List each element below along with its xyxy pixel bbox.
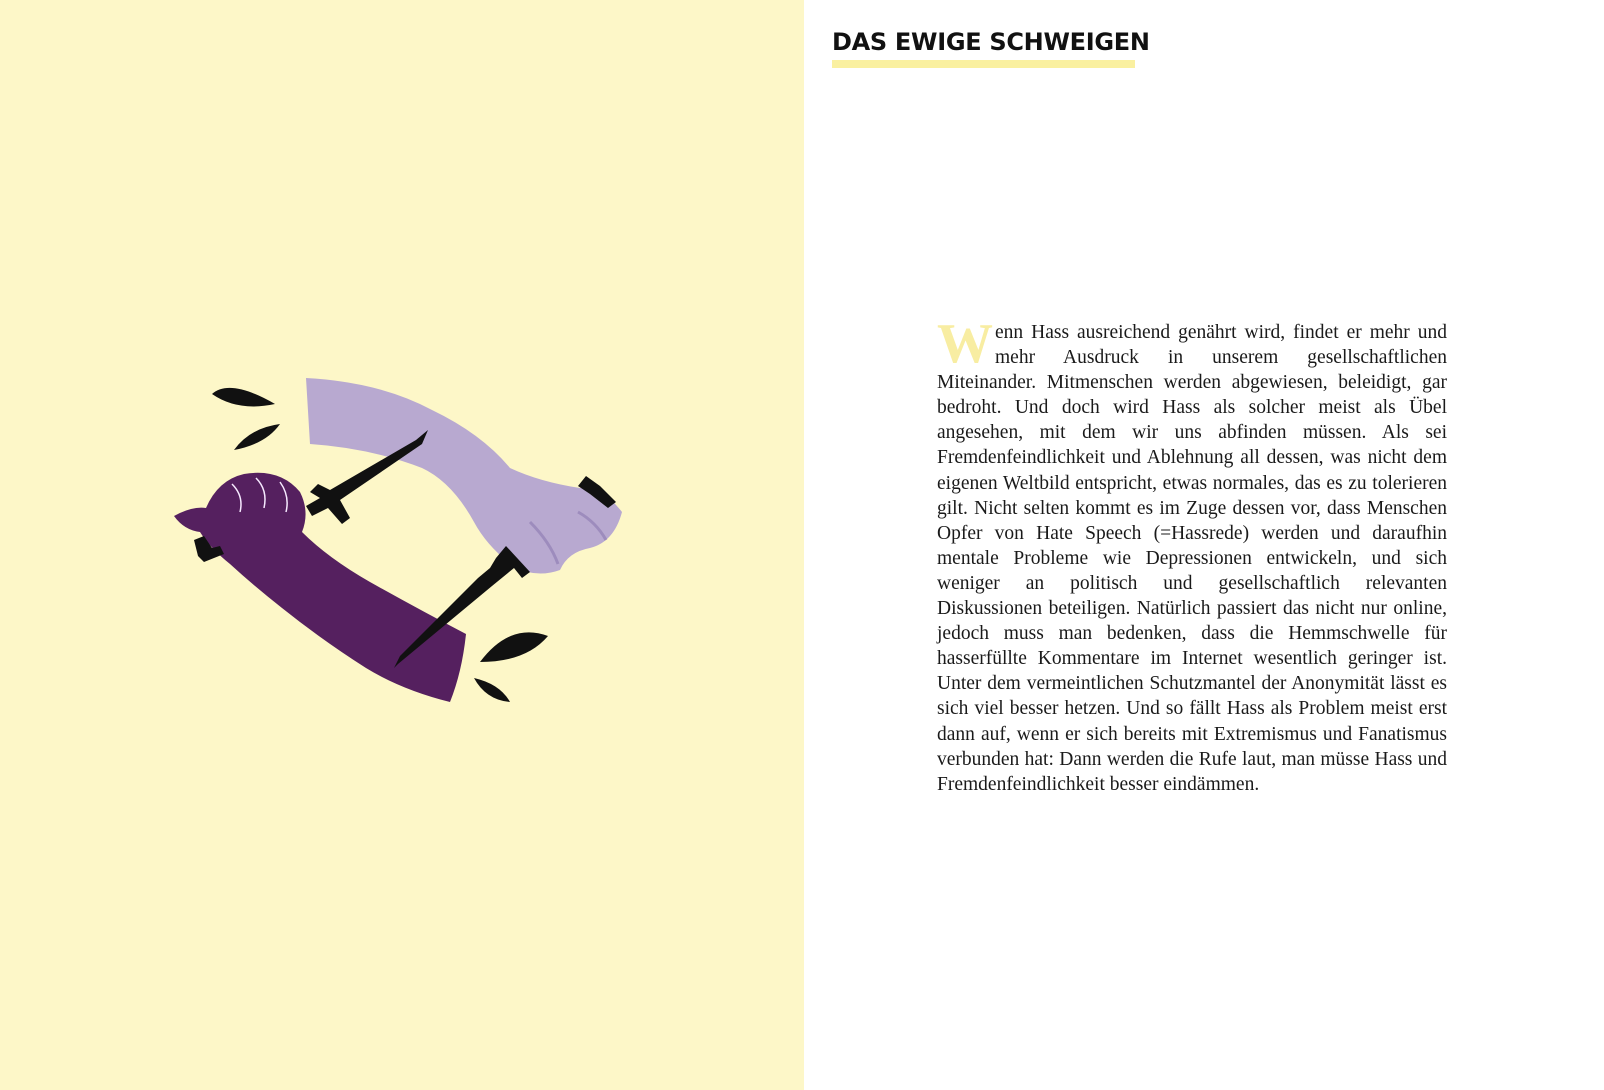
drop-shape	[480, 632, 548, 662]
drop-shape	[474, 678, 510, 702]
drop-shape	[234, 424, 280, 450]
light-arm	[306, 378, 622, 574]
article-text: enn Hass ausreichend genährt wird, findet er mehr und mehr Ausdruck in unserem gesellschaftlichen Miteinander. Mitmenschen werden abgewiesen, beleidigt, gar bedroht. Und doch wird Hass als solcher meist als Übel angesehen, mit dem wir uns abfinden müssen. Als sei Fremdenfeindlichkeit und Ablehnung all dessen, was nicht dem eigenen Weltbild entspricht, etwas normales, das es zu tolerieren gilt. Nicht selten kommt es im Zuge dessen vor, dass Menschen Opfer von Hate Speech (=Hassrede) werden und daraufhin mentale Probleme wie Depressionen entwickeln, und sich weniger an politisch und gesellschaftlich relevanten Diskussionen beteiligen. Natürlich passiert das nicht nur online, jedoch muss man bedenken, dass die Hemmschwelle für hasserfüllte Kommentare im Internet wesentlich geringer ist. Unter dem vermeintlichen Schutzmantel der Anonymität lässt es sich viel besser hetzen. Und so fällt Hass als Problem meist erst dann auf, wenn er sich bereits mit Extremismus und Fanatismus verbunden hat: Dann werden die Rufe laut, man müsse Hass und Fremdenfeindlichkeit besser eindämmen.	[937, 322, 1447, 795]
drop-shape	[212, 388, 275, 407]
dropcap: W	[937, 313, 993, 375]
article-body	[937, 313, 1447, 797]
two-arms-with-knives-illustration	[170, 372, 640, 724]
page-title: DAS EWIGE SCHWEIGEN	[832, 28, 1150, 56]
title-underline	[832, 60, 1135, 68]
